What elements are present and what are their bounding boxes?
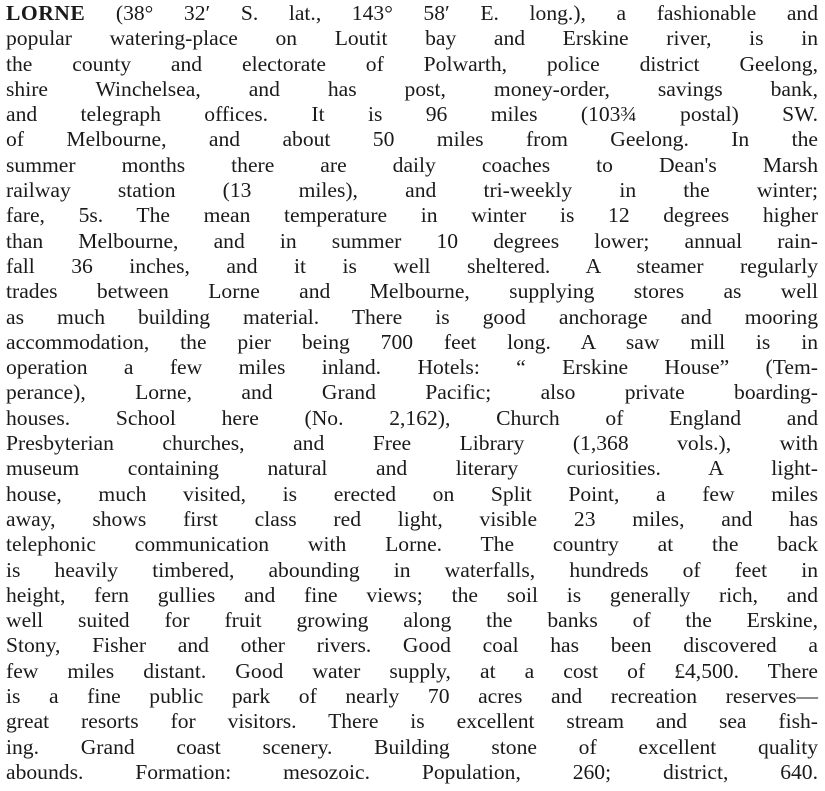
- entry-line: fare, 5s. The mean temperature in winter is 12 degrees higher: [6, 203, 818, 228]
- entry-line: height, fern gullies and fine views; the soil is generally rich, and: [6, 582, 818, 607]
- entry-line: railway station (13 miles), and tri-weekly in the winter;: [6, 178, 818, 203]
- entry-line: telephonic communication with Lorne. The country at the back: [6, 532, 818, 557]
- entry-line: Stony, Fisher and other rivers. Good coal has been discovered a: [6, 633, 818, 658]
- entry-line-1: [6, 1, 818, 26]
- entry-line: and telegraph offices. It is 96 miles (103¾ postal) SW.: [6, 102, 818, 127]
- headword: LORNE: [6, 1, 86, 25]
- gazetteer-entry: [6, 1, 818, 785]
- entry-line: operation a few miles inland. Hotels: “ Erskine House” (Tem-: [6, 355, 818, 380]
- entry-line: trades between Lorne and Melbourne, supplying stores as well: [6, 279, 818, 304]
- entry-line: ing. Grand coast scenery. Building stone of excellent quality: [6, 734, 818, 759]
- entry-line: fall 36 inches, and it is well sheltered. A steamer regularly: [6, 253, 818, 278]
- entry-line: houses. School here (No. 2,162), Church of England and: [6, 405, 818, 430]
- entry-line: as much building material. There is good anchorage and mooring: [6, 304, 818, 329]
- entry-line: summer months there are daily coaches to Dean's Marsh: [6, 152, 818, 177]
- entry-line: the county and electorate of Polwarth, police district Geelong,: [6, 51, 818, 76]
- entry-line: shire Winchelsea, and has post, money-order, savings bank,: [6, 76, 818, 101]
- entry-line: house, much visited, is erected on Split Point, a few miles: [6, 481, 818, 506]
- entry-line: is heavily timbered, abounding in waterfalls, hundreds of feet in: [6, 557, 818, 582]
- entry-line: than Melbourne, and in summer 10 degrees lower; annual rain-: [6, 228, 818, 253]
- entry-line: popular watering-place on Loutit bay and Erskine river, is in: [6, 26, 818, 51]
- entry-line: Presbyterian churches, and Free Library (1,368 vols.), with: [6, 431, 818, 456]
- entry-line: abounds. Formation: mesozoic. Population, 260; district, 640.: [6, 759, 818, 784]
- entry-line: of Melbourne, and about 50 miles from Geelong. In the: [6, 127, 818, 152]
- entry-line: accommodation, the pier being 700 feet long. A saw mill is in: [6, 329, 818, 354]
- entry-line: great resorts for visitors. There is excellent stream and sea fish-: [6, 709, 818, 734]
- entry-line: is a fine public park of nearly 70 acres and recreation reserves—: [6, 684, 818, 709]
- entry-line: few miles distant. Good water supply, at a cost of £4,500. There: [6, 658, 818, 683]
- entry-line: perance), Lorne, and Grand Pacific; also private boarding-: [6, 380, 818, 405]
- entry-line: well suited for fruit growing along the banks of the Erskine,: [6, 608, 818, 633]
- entry-line: away, shows first class red light, visible 23 miles, and has: [6, 506, 818, 531]
- entry-line: museum containing natural and literary curiosities. A light-: [6, 456, 818, 481]
- entry-line-text: (38° 32′ S. lat., 143° 58′ E. long.), a fashionable and: [85, 1, 818, 25]
